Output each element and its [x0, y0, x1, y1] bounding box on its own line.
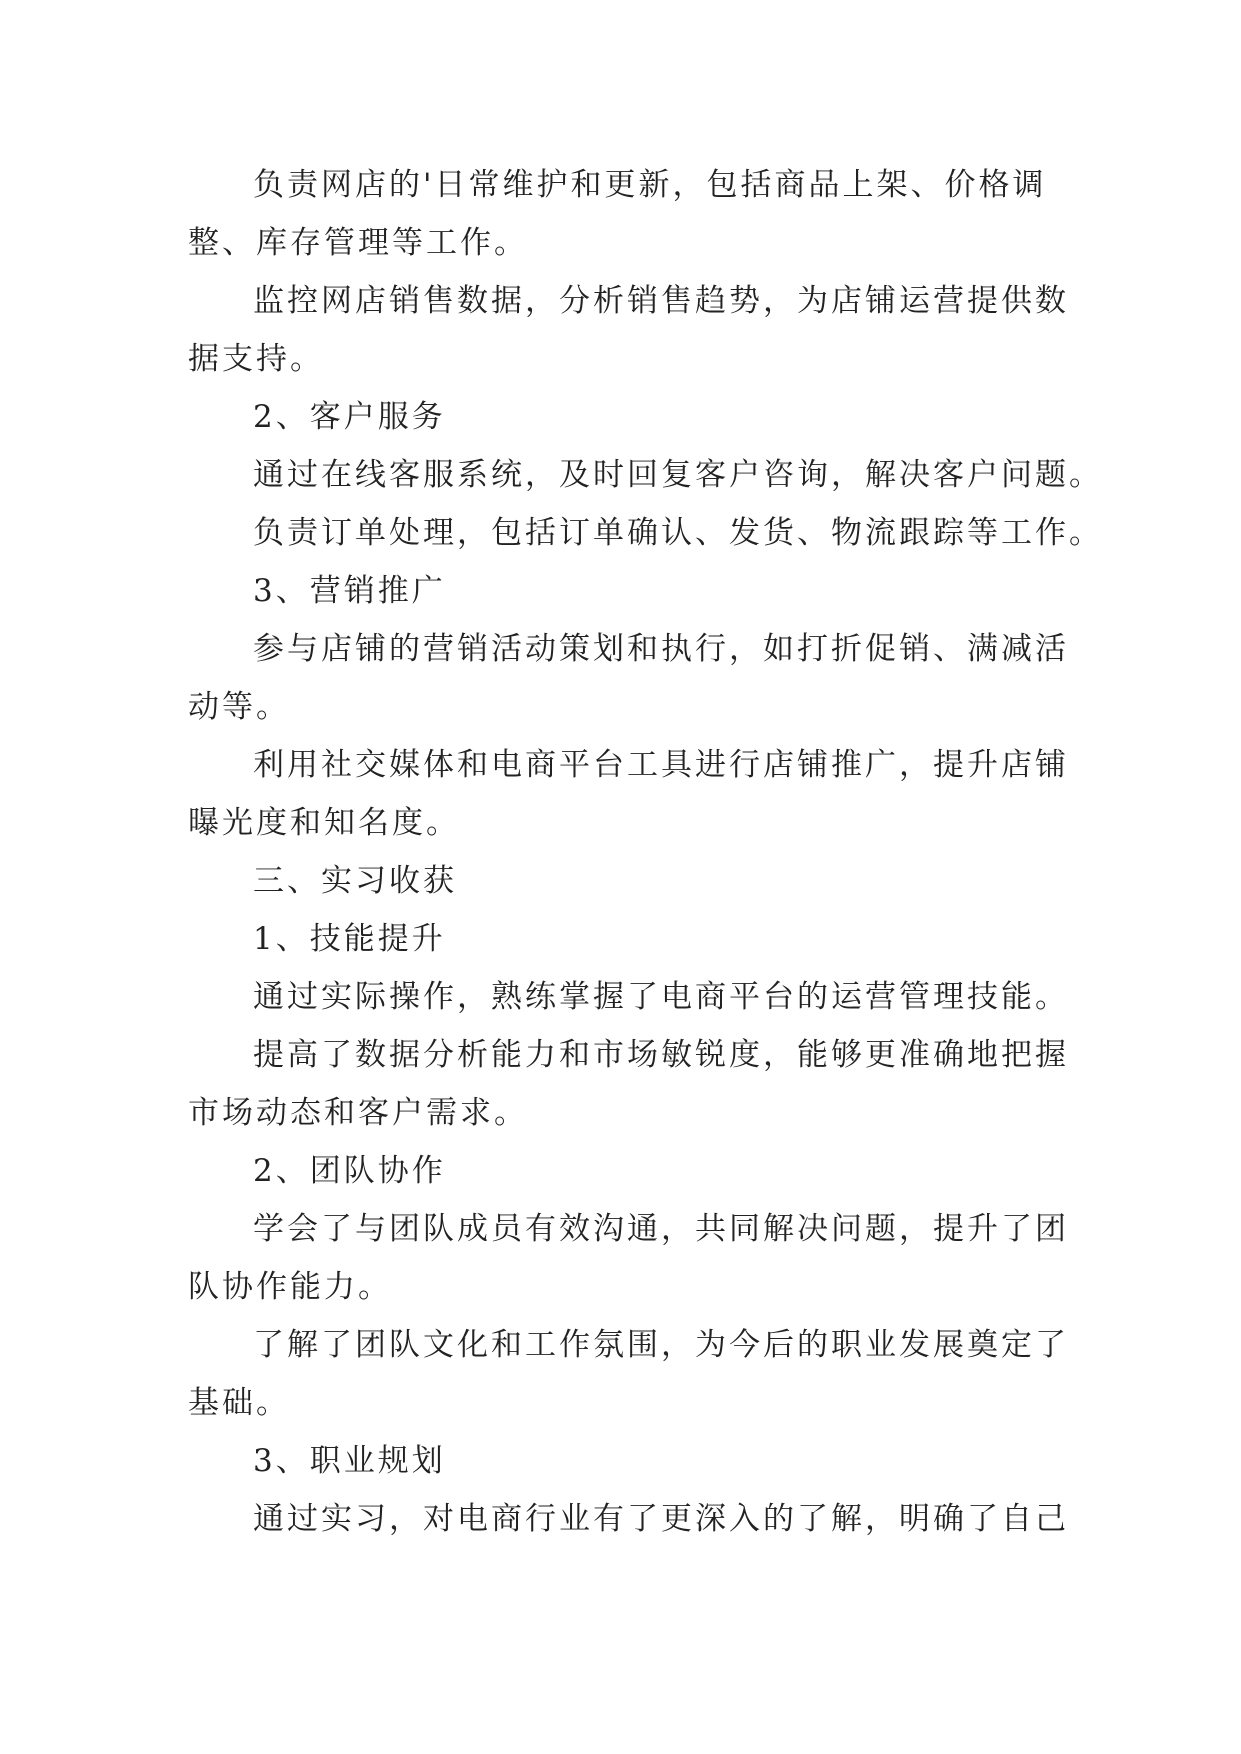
- text-line: 通过实际操作，熟练掌握了电商平台的运营管理技能。: [253, 979, 1069, 1015]
- text-line: 提高了数据分析能力和市场敏锐度，能够更准确地把握: [253, 1037, 1069, 1073]
- text-line: 动等。: [188, 689, 290, 725]
- text-line: 学会了与团队成员有效沟通，共同解决问题，提升了团: [253, 1211, 1069, 1247]
- section-heading: 2、团队协作: [253, 1153, 446, 1189]
- text-line: 负责订单处理，包括订单确认、发货、物流跟踪等工作。: [253, 515, 1103, 551]
- text-line: 曝光度和知名度。: [188, 805, 460, 841]
- text-line: 据支持。: [188, 341, 324, 377]
- section-heading: 1、技能提升: [253, 921, 446, 957]
- text-line: 通过实习，对电商行业有了更深入的了解，明确了自己: [253, 1501, 1069, 1537]
- chapter-heading: 三、实习收获: [253, 863, 457, 899]
- text-line: 参与店铺的营销活动策划和执行，如打折促销、满减活: [253, 631, 1069, 667]
- text-line: 了解了团队文化和工作氛围，为今后的职业发展奠定了: [253, 1327, 1069, 1363]
- text-line: 市场动态和客户需求。: [188, 1095, 528, 1131]
- section-heading: 2、客户服务: [253, 399, 446, 435]
- text-line: 利用社交媒体和电商平台工具进行店铺推广，提升店铺: [253, 747, 1069, 783]
- text-line: 监控网店销售数据，分析销售趋势，为店铺运营提供数: [253, 283, 1069, 319]
- text-line: 通过在线客服系统，及时回复客户咨询，解决客户问题。: [253, 457, 1103, 493]
- section-heading: 3、职业规划: [253, 1443, 446, 1479]
- section-heading: 3、营销推广: [253, 573, 446, 609]
- text-line: 队协作能力。: [188, 1269, 392, 1305]
- document-body: [188, 156, 1103, 1548]
- text-line: 基础。: [188, 1385, 290, 1421]
- text-line: 整、库存管理等工作。: [188, 225, 528, 261]
- text-line: 负责网店的'日常维护和更新，包括商品上架、价格调: [253, 167, 1047, 203]
